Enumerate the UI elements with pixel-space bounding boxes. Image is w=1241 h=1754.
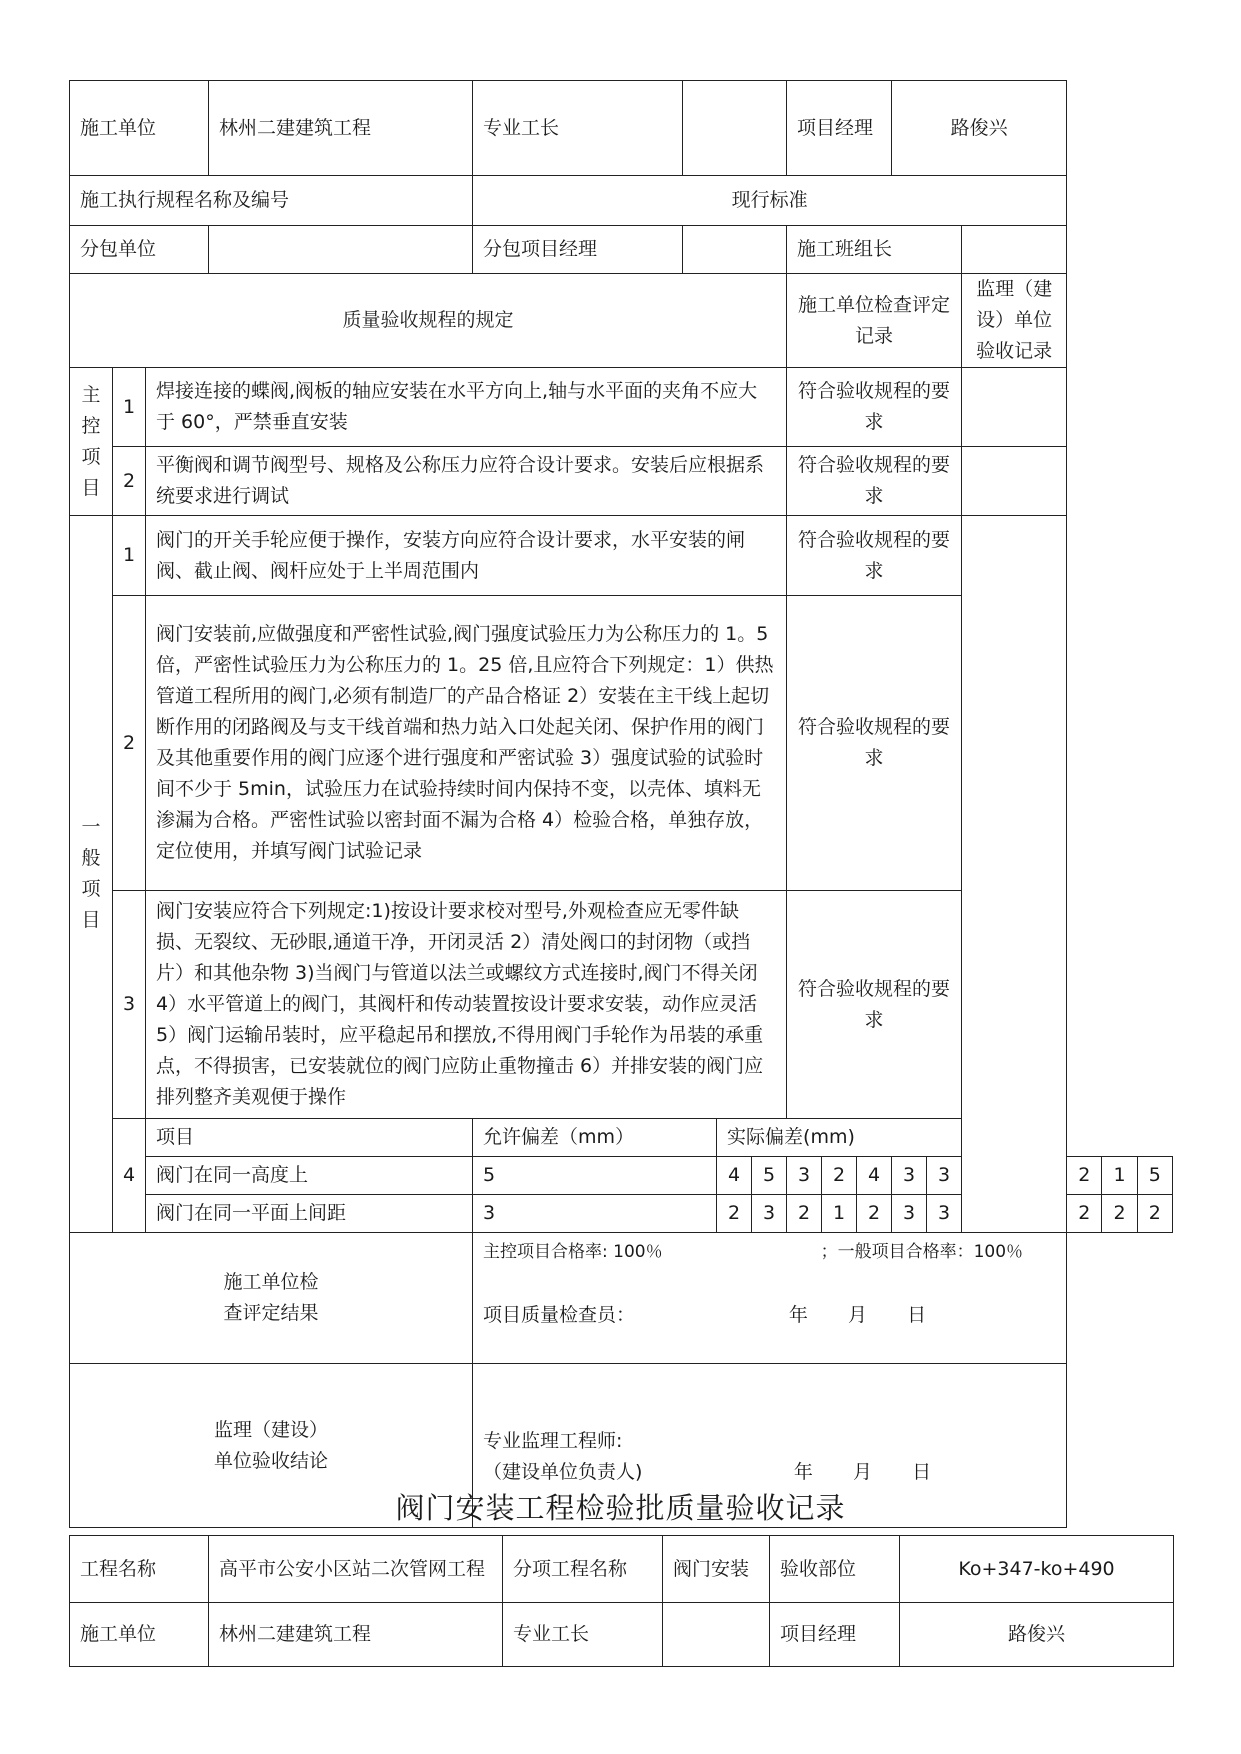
date-day: 日 [907,1304,927,1326]
actual-deviation-cell: 2 [1137,1195,1172,1233]
main-item-row [70,447,1173,516]
foreman-label: 专业工长 [503,1603,663,1667]
deviation-item-name: 阀门在同一高度上 [146,1157,473,1195]
foreman-label: 专业工长 [473,81,683,176]
main-item-supervise [962,368,1067,447]
pass-rate-line [483,1237,1023,1268]
pm-label: 项目经理 [787,81,892,176]
general-item-row [70,516,1173,596]
actual-deviation-cell: 2 [1102,1195,1137,1233]
project-name-label: 工程名称 [70,1536,209,1603]
main-item-result: 符合验收规程的要求 [787,368,962,447]
actual-deviation-cell: 2 [717,1195,752,1233]
general-group-label: 一般项目 [70,516,113,1233]
general-item-no: 1 [113,516,146,596]
crew-label: 施工班组长 [787,226,962,274]
actual-deviation-cell: 5 [752,1157,787,1195]
sub-project-label: 分项工程名称 [503,1536,663,1603]
header-row-2 [70,176,1173,226]
actual-deviation-cell: 2 [1067,1195,1102,1233]
header-row-1 [70,81,1173,176]
inspector-line [483,1300,1056,1331]
actual-deviation-header: 实际偏差(mm) [717,1119,997,1157]
actual-deviation-cell: 4 [857,1157,892,1195]
inspector-label: 项目质量检查员： [483,1304,636,1326]
allowed-deviation: 5 [473,1157,717,1195]
crew-value [962,226,1067,274]
actual-deviation-cell: 2 [1067,1157,1102,1195]
evaluation-content [473,1233,1067,1364]
sub-pm-value [683,226,787,274]
general-pass-rate: ；一般项目合格率：100％ [820,1242,1024,1262]
acceptance-record-table [69,80,1173,1528]
main-item-row [70,368,1173,447]
main-item-text: 焊接连接的蝶阀,阀板的轴应安装在水平方向上,轴与水平面的夹角不应大于 60°，严禁垂直安装 [146,368,787,447]
general-item-no: 3 [113,891,146,1119]
actual-deviation-cell: 2 [787,1195,822,1233]
date-month: 月 [853,1461,873,1483]
foreman-value [683,81,787,176]
unit-label: 施工单位 [70,81,209,176]
unit-row [70,1603,1174,1667]
pm-label: 项目经理 [770,1603,900,1667]
actual-deviation-cell: 3 [892,1157,927,1195]
date-fields [794,1457,931,1488]
actual-deviation-cell: 3 [892,1195,927,1233]
main-item-supervise [962,447,1067,516]
project-name-value: 高平市公安小区站二次管网工程 [209,1536,503,1603]
inspection-part-label: 验收部位 [770,1536,900,1603]
project-row [70,1536,1174,1603]
date-year: 年 [788,1304,808,1326]
allowed-deviation-header: 允许偏差（mm） [473,1119,717,1157]
allowed-deviation: 3 [473,1195,717,1233]
date-year: 年 [793,1461,813,1483]
actual-deviation-cell: 3 [752,1195,787,1233]
main-item-no: 1 [113,368,146,447]
supervision-label-line-1: 监理（建设） [214,1418,329,1441]
date-day: 日 [912,1461,932,1483]
main-item-result: 符合验收规程的要求 [787,447,962,516]
unit-value: 林州二建建筑工程 [209,81,473,176]
rules-header: 质量验收规程的规定 [70,274,787,368]
foreman-value [663,1603,770,1667]
deviation-item-name: 阀门在同一平面上间距 [146,1195,473,1233]
project-info-table [69,1535,1174,1667]
main-item-text: 平衡阀和调节阀型号、规格及公称压力应符合设计要求。安装后应根据系统要求进行调试 [146,447,787,516]
general-item-result: 符合验收规程的要求 [787,516,962,596]
main-item-no: 2 [113,447,146,516]
spec-value: 现行标准 [473,176,1067,226]
inspection-part-value: Ko+347-ko+490 [900,1536,1174,1603]
deviation-item-header: 项目 [146,1119,473,1157]
actual-deviation-cell: 3 [927,1157,962,1195]
general-item-result: 符合验收规程的要求 [787,891,962,1119]
actual-deviation-cell: 5 [1137,1157,1172,1195]
evaluation-label-line-1: 施工单位检 [223,1271,319,1293]
evaluation-row [70,1233,1173,1364]
main-pass-rate: 主控项目合格率: 100％ [483,1242,663,1262]
owner-line [483,1457,1056,1488]
owner-label: （建设单位负责人) [483,1461,643,1483]
unit-label: 施工单位 [70,1603,209,1667]
sub-pm-label: 分包项目经理 [473,226,683,274]
date-month: 月 [848,1304,868,1326]
unit-value: 林州二建建筑工程 [209,1603,503,1667]
sub-unit-label: 分包单位 [70,226,209,274]
document-title: 阀门安装工程检验批质量验收记录 [395,1491,846,1525]
general-item-text: 阀门安装应符合下列规定:1)按设计要求校对型号,外观检查应无零件缺损、无裂纹、无砂眼,通道干净，开闭灵活 2）清处阀口的封闭物（或挡片）和其他杂物 3)当阀门与管道以法兰或螺纹方式连接时,阀门不得关闭 4）水平管道上的阀门，其阀杆和传动装置按设计要求安装，动作应灵活 5）阀门运输吊装时，应平稳起吊和摆放,不得用阀门手轮作为吊装的承重点，不得损害，已安装就位的阀门应防止重物撞击 6）并排安装的阀门应排列整齐美观便于操作 [146,891,787,1119]
pm-value: 路俊兴 [892,81,1067,176]
general-item-no: 4 [113,1119,146,1233]
date-fields [789,1300,926,1331]
actual-deviation-cell: 1 [1102,1157,1137,1195]
general-item-no: 2 [113,596,146,891]
column-header-row [70,274,1173,368]
supervision-engineer: 专业监理工程师: [483,1430,623,1452]
sub-unit-value [209,226,473,274]
actual-deviation-cell: 2 [857,1195,892,1233]
main-group-label: 主控项目 [70,368,113,516]
sub-project-value: 阀门安装 [663,1536,770,1603]
actual-deviation-cell: 3 [787,1157,822,1195]
general-item-text: 阀门安装前,应做强度和严密性试验,阀门强度试验压力为公称压力的 1。5 倍，严密性试验压力为公称压力的 1。25 倍,且应符合下列规定：1）供热管道工程所用的阀门,必须有制造厂的产品合格证 2）安装在主干线上起切断作用的闭路阀及与支干线首端和热力站入口处起关闭、保护作用的阀门及其他重要作用的阀门应逐个进行强度和严密试验 3）强度试验的试验时间不少于 5min，试验压力在试验持续时间内保持不变，以壳体、填料无渗漏为合格。严密性试验以密封面不漏为合格 4）检验合格，单独存放，定位使用，并填写阀门试验记录 [146,596,787,891]
evaluation-label-line-2: 查评定结果 [223,1302,319,1324]
actual-deviation-cell: 3 [927,1195,962,1233]
general-item-result: 符合验收规程的要求 [787,596,962,891]
actual-deviation-cell: 4 [717,1157,752,1195]
pm-value: 路俊兴 [900,1603,1174,1667]
actual-deviation-cell: 1 [822,1195,857,1233]
spec-label: 施工执行规程名称及编号 [70,176,473,226]
evaluation-label [70,1233,473,1364]
supervision-label-line-2: 单位验收结论 [214,1449,329,1472]
check-header: 施工单位检查评定记录 [787,274,962,368]
supervise-header: 监理（建设）单位验收记录 [962,274,1067,368]
general-item-text: 阀门的开关手轮应便于操作，安装方向应符合设计要求，水平安装的闸阀、截止阀、阀杆应处于上半周范围内 [146,516,787,596]
header-row-3 [70,226,1173,274]
actual-deviation-cell: 2 [822,1157,857,1195]
